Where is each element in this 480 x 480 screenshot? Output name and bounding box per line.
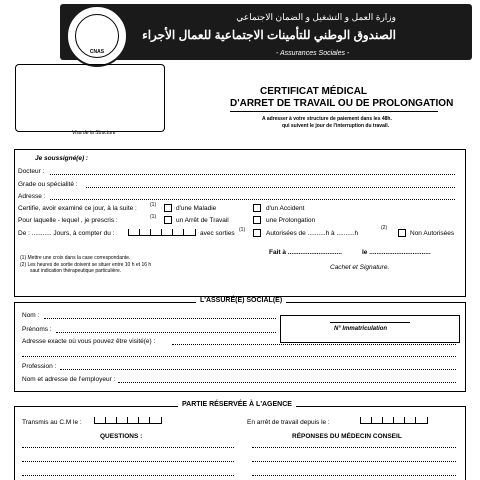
reponse-line-1[interactable] <box>252 447 456 448</box>
title-rule <box>230 111 438 112</box>
maladie-checkbox[interactable] <box>164 204 172 212</box>
cnas-logo: CNAS <box>66 5 128 67</box>
certificate-title: CERTIFICAT MÉDICAL <box>260 86 368 97</box>
instruction-line-2: qui suivent le jour de l'interruption du travail. <box>282 123 390 129</box>
maladie-label: d'une Maladie <box>176 205 217 212</box>
footnote-2: (2) Les heures de sortie doivent se situer entre 10 h et 16 h <box>20 262 152 268</box>
transmis-label: Transmis au C.M le : <box>22 419 82 426</box>
employeur-label: Nom et adresse de l'employeur : <box>22 376 116 383</box>
pour-lequel-label: Pour laquelle - lequel , je prescris : <box>18 217 118 224</box>
transmis-date-field[interactable] <box>94 416 162 424</box>
nom-label: Nom : <box>22 312 40 319</box>
accident-label: d'un Accident <box>266 205 305 212</box>
accident-checkbox[interactable] <box>253 204 261 212</box>
prolongation-label: une Prolongation <box>266 217 316 224</box>
profession-field[interactable] <box>60 369 456 370</box>
prenoms-label: Prénoms : <box>22 326 52 333</box>
reponse-line-3[interactable] <box>252 475 456 476</box>
footnote-1: (1) Mettre une croix dans la case correspondante. <box>20 255 131 261</box>
docteur-field[interactable] <box>50 174 455 175</box>
je-soussigne-label: Je soussigné(e) : <box>35 155 89 162</box>
ministry-name: وزارة العمل و التشغيل و الضمان الاجتماعي <box>236 12 396 22</box>
prenoms-field[interactable] <box>56 332 276 333</box>
jours-label: De : ........... Jours, à compter du : <box>18 230 115 237</box>
en-arret-date-field[interactable] <box>360 416 428 424</box>
instruction-line-1: A adresser à votre structure de paiement dans les 48h. <box>262 116 392 122</box>
adresse-assure-field-2[interactable] <box>22 356 456 357</box>
adresse-medecin-field[interactable] <box>50 199 455 200</box>
reponses-header: RÉPONSES DU MÉDECIN CONSEIL <box>292 433 402 440</box>
question-line-1[interactable] <box>22 447 234 448</box>
employeur-field[interactable] <box>118 382 456 383</box>
en-arret-label: En arrêt de travail depuis le : <box>247 419 330 426</box>
agence-title: PARTIE RÉSERVÉE À L'AGENCE <box>178 401 296 408</box>
nom-field[interactable] <box>44 318 276 319</box>
certificate-subtitle: D'ARRET DE TRAVAIL OU DE PROLONGATION <box>230 98 454 109</box>
grade-label: Grade ou spécialité : <box>18 181 78 188</box>
arret-label: un Arrêt de Travail <box>176 217 229 224</box>
autorisees-label: Autorisées de ..........h à ..........h <box>266 230 359 237</box>
fait-a-field[interactable]: Fait à .............................. <box>269 249 342 256</box>
avec-sorties-label: avec sorties <box>200 230 235 237</box>
visa-box <box>15 64 165 132</box>
footnote-3: saut indication thérapeutique particulière. <box>30 268 122 274</box>
date-debut-field[interactable] <box>128 228 196 236</box>
adresse-label: Adresse : <box>18 193 46 200</box>
cachet-label: Cachet et Signature. <box>330 264 390 271</box>
visa-label: Visa de la Structure <box>72 130 116 136</box>
prolongation-checkbox[interactable] <box>253 216 261 224</box>
header-subtitle: - Assurances Sociales - <box>276 50 350 57</box>
profession-label: Profession : <box>22 363 57 370</box>
question-line-3[interactable] <box>22 475 234 476</box>
questions-header: QUESTIONS : <box>100 433 143 440</box>
fund-name: الصندوق الوطني للتأمينات الاجتماعية للعمال الأجراء <box>142 28 396 42</box>
date-signature-field[interactable]: le .................................. <box>362 249 431 256</box>
adresse-assure-label: Adresse exacte où vous pouvez être visité(e) : <box>22 338 156 345</box>
certifie-label: Certifie, avoir examiné ce jour, à la suite : <box>18 205 137 212</box>
question-line-2[interactable] <box>22 461 234 462</box>
reponse-line-2[interactable] <box>252 461 456 462</box>
immatriculation-label: N° Immatriculation <box>334 326 388 332</box>
adresse-assure-field[interactable] <box>172 344 456 345</box>
arret-checkbox[interactable] <box>164 216 172 224</box>
non-autorisees-checkbox[interactable] <box>398 229 406 237</box>
non-autorisees-label: Non Autorisées <box>410 230 455 237</box>
grade-field[interactable] <box>86 187 455 188</box>
assure-title: L'ASSURÉ(E) SOCIAL(E) <box>196 297 286 304</box>
autorisees-checkbox[interactable] <box>253 229 261 237</box>
docteur-label: Docteur : <box>18 168 45 175</box>
